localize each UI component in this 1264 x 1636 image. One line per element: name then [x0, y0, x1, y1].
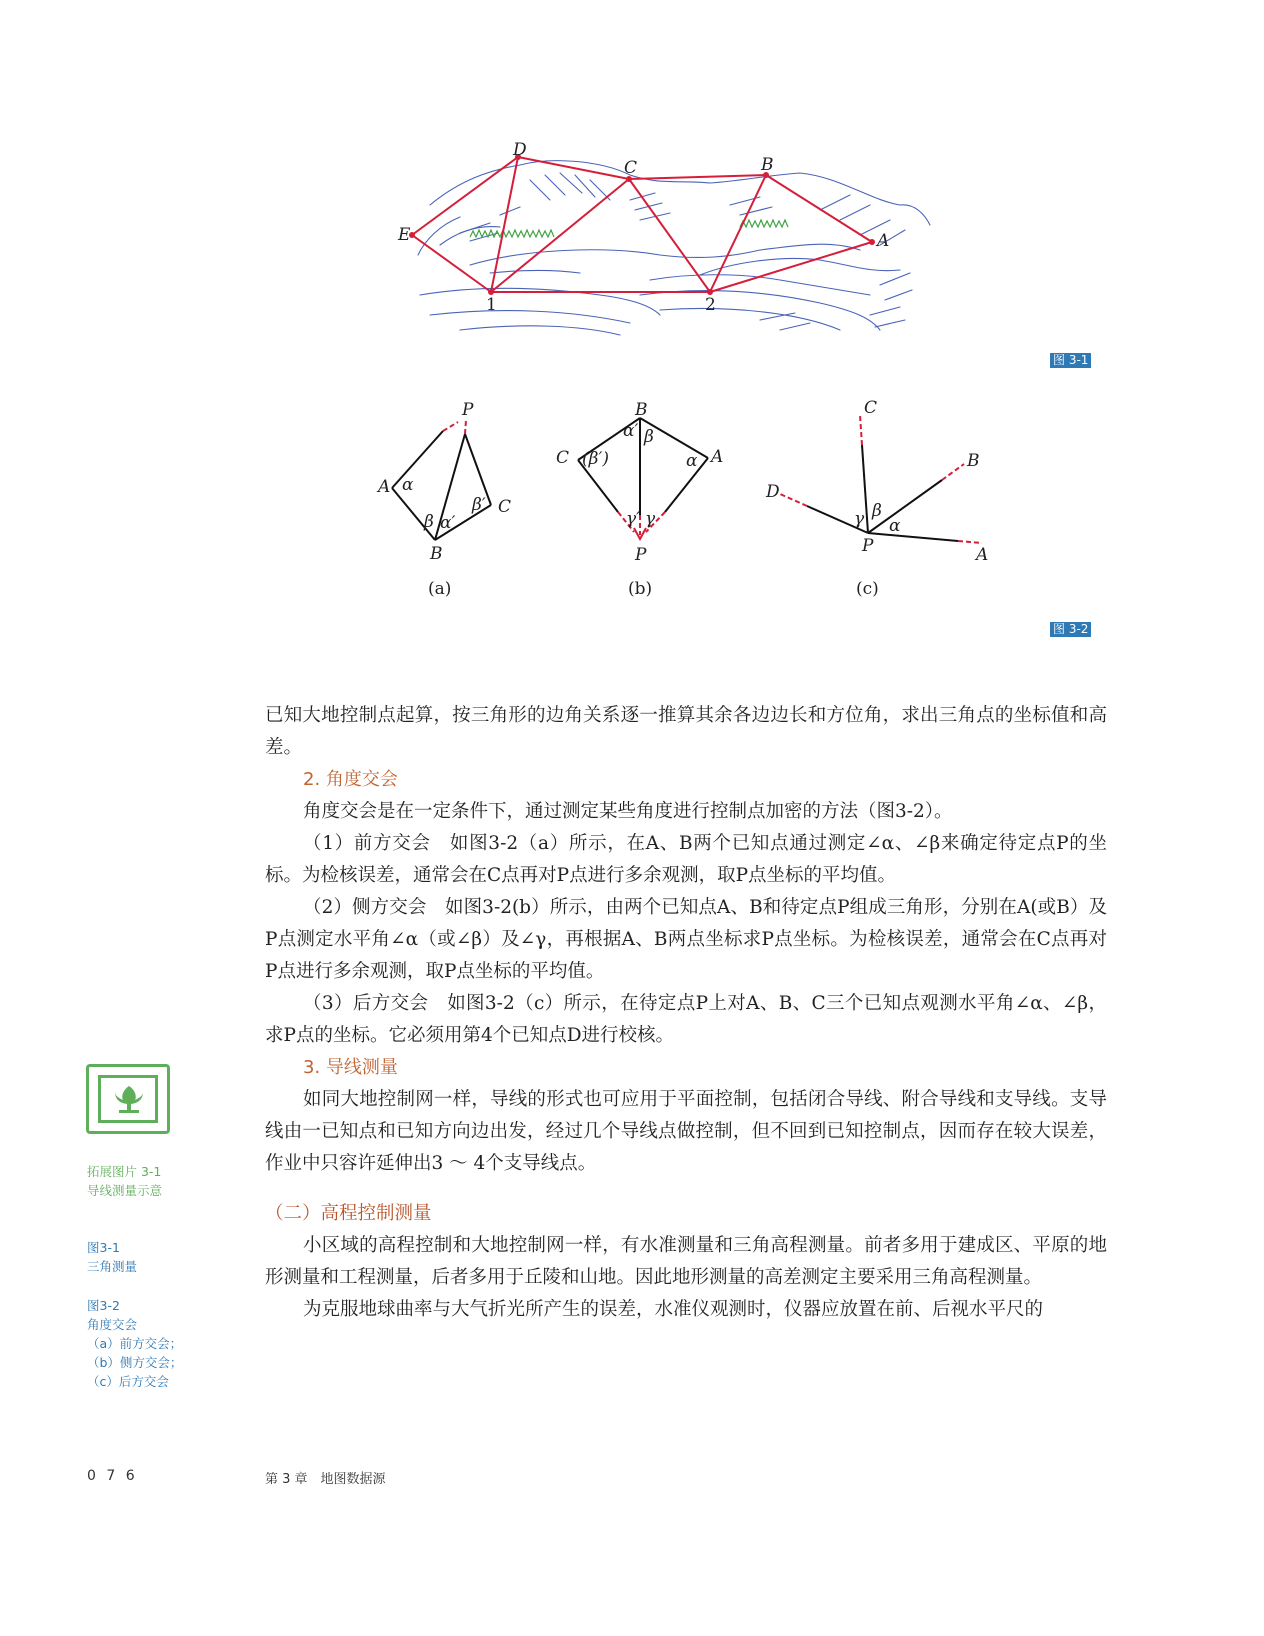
- figure-3-2-sub-b: （b）侧方交会；: [87, 1355, 183, 1370]
- extension-picture-caption: [87, 1162, 162, 1200]
- angle-gamma: γ: [645, 509, 656, 529]
- caption-c: (c): [856, 579, 879, 599]
- paragraph-side-intersection: （2）侧方交会 如图3-2(b）所示，由两个已知点A、B和待定点P组成三角形，分别在A(或B）及P点测定水平角∠α（或∠β）及∠γ，再根据A、B两点坐标求P点坐标。为检核误差，通常会在C点再对P点进行多余观测，取P点坐标的平均值。: [265, 897, 1107, 982]
- label-c: C: [556, 448, 570, 468]
- paragraph-height-control: 小区域的高程控制和大地控制网一样，有水准测量和三角高程测量。前者多用于建成区、平原的地形测量和工程测量，后者多用于丘陵和山地。因此地形测量的高差测定主要采用三角高程测量。: [265, 1235, 1107, 1288]
- paragraph-level-setup: 为克服地球曲率与大气折光所产生的误差，水准仪观测时，仪器应放置在前、后视水平尺的: [303, 1299, 1044, 1320]
- figure-3-1-title: 三角测量: [87, 1259, 138, 1274]
- label-b: B: [635, 400, 648, 420]
- figure-3-1-triangulation: [398, 140, 940, 345]
- diagram-b: [556, 400, 723, 599]
- angle-beta-prime-paren: (β′): [582, 449, 609, 469]
- label-a: A: [711, 447, 724, 467]
- label-b: B: [967, 451, 980, 471]
- angle-beta: β: [424, 512, 434, 532]
- caption-a: (a): [428, 579, 452, 599]
- body-text: [265, 700, 1107, 1326]
- extension-picture-icon[interactable]: [86, 1064, 170, 1134]
- control-points: [409, 154, 875, 295]
- figure-3-2-tag: 图 3-2: [1050, 622, 1091, 637]
- caption-b: (b): [628, 579, 653, 599]
- heading-angle-intersection: 2. 角度交会: [303, 769, 398, 790]
- extension-picture-title: 导线测量示意: [87, 1183, 163, 1198]
- paragraph-angle-intro: 角度交会是在一定条件下，通过测定某些角度进行控制点加密的方法（图3-2）。: [303, 801, 953, 822]
- figure-3-2-angle-intersection: [370, 400, 1030, 620]
- point-label-c: C: [624, 158, 638, 178]
- figure-3-2-caption: [87, 1296, 182, 1391]
- label-d: D: [766, 482, 780, 502]
- paragraph-forward-intersection: （1）前方交会 如图3-2（a）所示，在A、B两个已知点通过测定∠α、∠β来确定待定点P的坐标。为检核误差，通常会在C点再对P点进行多余观测，取P点坐标的平均值。: [265, 833, 1107, 886]
- figure-3-2-title: 角度交会: [87, 1317, 138, 1332]
- diagram-a: [376, 400, 511, 599]
- figure-3-2-sub-a: （a）前方交会；: [87, 1336, 183, 1351]
- label-c: C: [864, 398, 878, 418]
- point-label-2: 2: [705, 295, 716, 315]
- label-a: A: [976, 545, 989, 565]
- angle-alpha-prime: α′: [623, 421, 639, 441]
- label-p: P: [635, 545, 647, 565]
- heading-height-control: （二）高程控制测量: [265, 1203, 432, 1224]
- point-label-a: A: [877, 231, 890, 251]
- extension-picture-number: 拓展图片 3-1: [87, 1164, 162, 1179]
- figure-3-2-sub-c: （c）后方交会: [87, 1374, 169, 1389]
- triangulation-network: [412, 157, 872, 292]
- figure-3-1-number: 图3-1: [87, 1240, 120, 1255]
- point-label-1: 1: [486, 295, 497, 315]
- paragraph-traverse: 如同大地控制网一样，导线的形式也可应用于平面控制，包括闭合导线、附合导线和支导线。支导线由一已知点和已知方向边出发，经过几个导线点做控制，但不回到已知控制点，因而存在较大误差，作业中只容许延伸出3 ～ 4个支导线点。: [265, 1089, 1107, 1174]
- label-a: A: [378, 477, 391, 497]
- figure-3-1-tag: 图 3-1: [1050, 353, 1091, 368]
- diagram-c: [765, 398, 988, 599]
- angle-alpha: α: [686, 451, 698, 471]
- chapter-title: 第 3 章 地图数据源: [265, 1472, 386, 1487]
- angle-gamma: γ: [854, 509, 865, 529]
- angle-beta-prime: β′: [472, 495, 486, 515]
- angle-alpha: α: [402, 475, 414, 495]
- label-b: B: [430, 544, 443, 564]
- label-p: P: [462, 400, 474, 420]
- label-c: C: [498, 497, 512, 517]
- point-label-e: E: [398, 225, 411, 245]
- figure-3-2-number: 图3-2: [87, 1298, 120, 1313]
- figure-3-1-caption: [87, 1238, 137, 1276]
- angle-alpha: α: [889, 516, 901, 536]
- angle-beta: β: [872, 501, 882, 521]
- paragraph-resection: （3）后方交会 如图3-2（c）所示，在待定点P上对A、B、C三个已知点观测水平角∠α、∠β，求P点的坐标。它必须用第4个已知点D进行校核。: [265, 993, 1107, 1046]
- point-label-b: B: [761, 155, 774, 175]
- heading-traverse: 3. 导线测量: [303, 1057, 398, 1078]
- angle-gamma-prime: γ′: [626, 509, 641, 529]
- page-number: 0 7 6: [87, 1468, 138, 1484]
- label-p: P: [862, 536, 874, 556]
- paragraph-triangulation-end: 已知大地控制点起算，按三角形的边角关系逐一推算其余各边边长和方位角，求出三角点的坐标值和高差。: [265, 705, 1107, 758]
- point-label-d: D: [513, 140, 527, 160]
- angle-alpha-prime: α′: [440, 513, 456, 533]
- flower-icon: [113, 1082, 145, 1116]
- angle-beta: β: [644, 427, 654, 447]
